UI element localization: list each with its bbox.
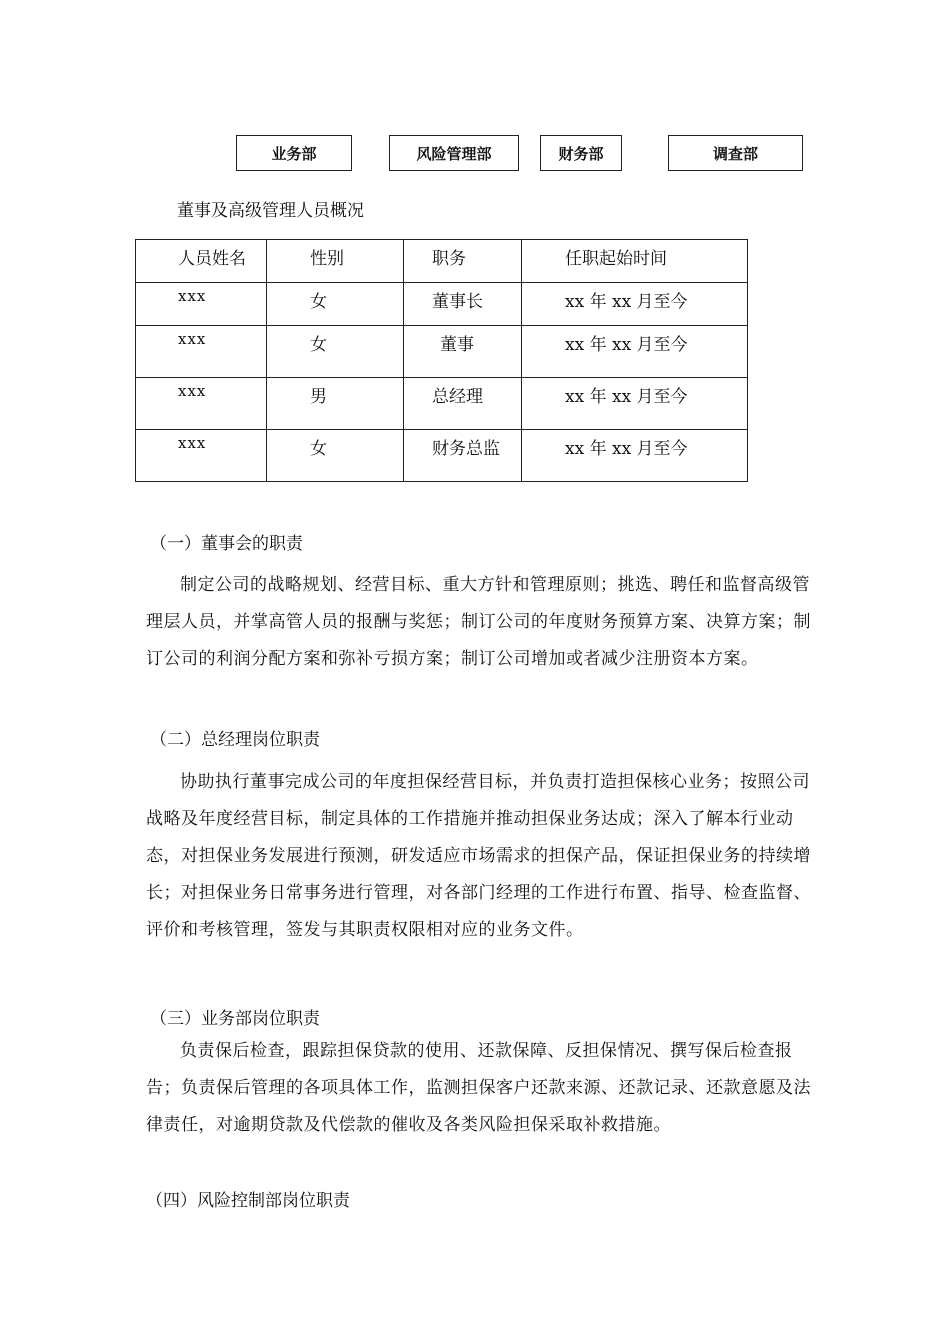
- section-body-general-manager: 协助执行董事完成公司的年度担保经营目标，并负责打造担保核心业务；按照公司战略及年度经营目标，制定具体的工作措施并推动担保业务达成；深入了解本行业动态，对担保业务发展进行预测，研发适应市场需求的担保产品，保证担保业务的持续增长；对担保业务日常事务进行管理，对各部门经理的工作进行布置、指导、检查监督、评价和考核管理，签发与其职责权限相对应的业务文件。: [146, 772, 811, 940]
- section-heading-general-manager: （二）总经理岗位职责: [150, 730, 320, 750]
- header-gender: 性别: [310, 249, 344, 269]
- section-heading-business-dept: （三）业务部岗位职责: [150, 1009, 320, 1029]
- section-body-business-dept: 负责保后检查，跟踪担保贷款的使用、还款保障、反担保情况、撰写保后检查报告；负责保后管理的各项具体工作，监测担保客户还款来源、还款记录、还款意愿及法律责任，对逾期贷款及代偿款的催收及各类风险担保采取补救措施。: [146, 1041, 811, 1135]
- table-caption: 董事及高级管理人员概况: [177, 201, 364, 221]
- header-name: 人员姓名: [178, 249, 246, 269]
- table-header-row: [136, 240, 748, 283]
- cell-name: xxx: [178, 287, 207, 305]
- header-position: 职务: [432, 249, 466, 269]
- cell-position: 董事长: [432, 292, 483, 312]
- cell-position: 董事: [440, 335, 474, 355]
- section-heading-risk-control: （四）风险控制部岗位职责: [146, 1191, 350, 1211]
- header-start-time: 任职起始时间: [565, 249, 667, 269]
- table-row: [136, 326, 748, 378]
- cell-position: 总经理: [432, 387, 483, 407]
- cell-gender: 男: [310, 387, 327, 407]
- cell-gender: 女: [310, 335, 327, 355]
- table-row: [136, 283, 748, 326]
- section-body-board: 制定公司的战略规划、经营目标、重大方针和管理原则；挑选、聘任和监督高级管理层人员，并掌高管人员的报酬与奖惩；制订公司的年度财务预算方案、决算方案；制订公司的利润分配方案和弥补亏损方案；制订公司增加或者减少注册资本方案。: [146, 575, 811, 669]
- cell-gender: 女: [310, 292, 327, 312]
- department-box-risk-management: 风险管理部: [389, 135, 519, 171]
- department-box-investigation: 调查部: [668, 135, 803, 171]
- department-box-finance: 财务部: [540, 135, 622, 171]
- cell-name: xxx: [178, 330, 207, 348]
- cell-position: 财务总监: [432, 439, 500, 459]
- cell-start-time: xx 年 xx 月至今: [565, 387, 688, 407]
- table-row: [136, 378, 748, 430]
- staff-table: [135, 239, 748, 482]
- cell-start-time: xx 年 xx 月至今: [565, 335, 688, 355]
- section-heading-board: （一）董事会的职责: [150, 534, 303, 554]
- table-row: [136, 430, 748, 482]
- cell-start-time: xx 年 xx 月至今: [565, 292, 688, 312]
- cell-start-time: xx 年 xx 月至今: [565, 439, 688, 459]
- cell-gender: 女: [310, 439, 327, 459]
- department-box-business: 业务部: [236, 135, 352, 171]
- cell-name: xxx: [178, 434, 207, 452]
- cell-name: xxx: [178, 382, 207, 400]
